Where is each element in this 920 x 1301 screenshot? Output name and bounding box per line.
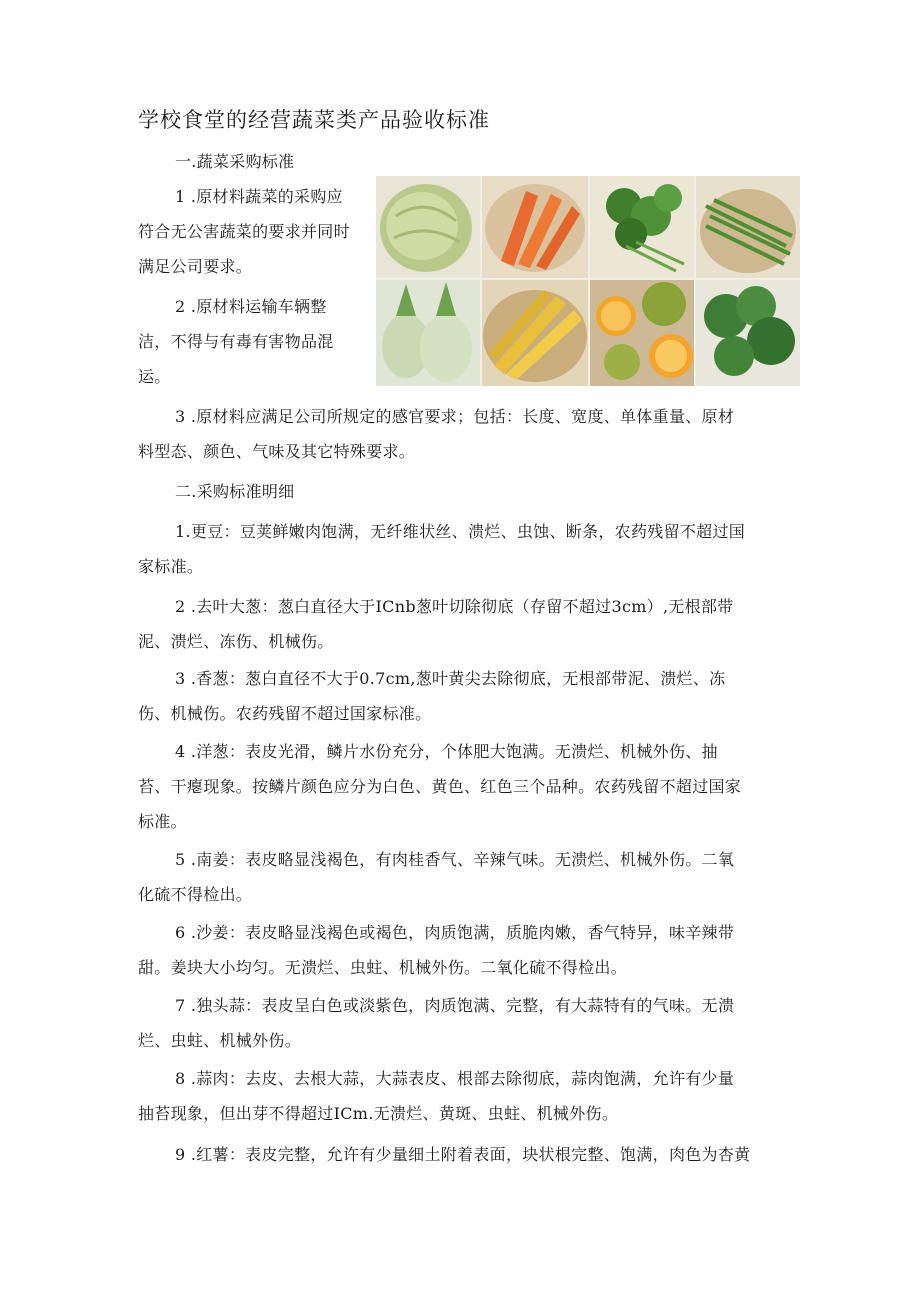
section1-item1-line3: 满足公司要求。 [138,257,253,276]
parsley-panel [590,176,694,278]
item-8-line2: 抽苔现象，但出芽不得超过ICm.无溃烂、黄斑、虫蛀、机械外伤。 [138,1104,619,1123]
yellow-carrots-panel [482,280,588,386]
item-6-line1: 6 .沙姜：表皮略显浅褐色或褐色，肉质饱满，质脆肉嫩，香气特异，味辛辣带 [175,923,735,942]
item-1-line1: 1.更豆：豆荚鲜嫩肉饱满，无纤维状丝、溃烂、虫蚀、断条，农药残留不超过国 [175,522,746,541]
item-3-line2: 伤、机械伤。农药残留不超过国家标准。 [138,704,432,723]
item-7-line2: 烂、虫蛀、机械外伤。 [138,1031,302,1050]
item-6-line2: 甜。姜块大小均匀。无溃烂、虫蛀、机械外伤。二氧化硫不得检出。 [138,958,628,977]
item-9-line1: 9 .红薯：表皮完整，允许有少量细土附着表面，块状根完整、饱满，肉色为杏黄 [175,1145,751,1164]
item-5-line1: 5 .南姜：表皮略显浅褐色，有肉桂香气、辛辣气味。无溃烂、机械外伤。二氧 [175,850,735,869]
document-title: 学校食堂的经营蔬菜类产品验收标准 [138,108,490,132]
section1-item2-line1: 2 .原材料运输车辆整 [175,297,327,316]
item-8-line1: 8 .蒜肉：去皮、去根大蒜，大蒜表皮、根部去除彻底，蒜肉饱满，允许有少量 [175,1069,735,1088]
section1-item2-line3: 运。 [138,367,171,386]
section1-item3-line2: 料型态、颜色、气味及其它特殊要求。 [138,442,416,461]
section1-item3-line1: 3 .原材料应满足公司所规定的感官要求；包括：长度、宽度、单体重量、原材 [175,407,735,426]
item-4-line3: 标准。 [138,812,187,831]
cabbage-panel [376,176,480,278]
item-4-line2: 苔、干瘪现象。按鳞片颜色应分为白色、黄色、红色三个品种。农药残留不超过国家 [138,777,742,796]
section1-heading: 一.蔬菜采购标准 [175,152,295,171]
item-2-line1: 2 .去叶大葱：葱白直径大于ICnb葱叶切除彻底（存留不超过3cm）,无根部带 [175,597,734,616]
broccoli-panel [696,280,800,386]
chives-panel [696,176,800,278]
section2-heading: 二.采购标准明细 [175,482,295,501]
item-2-line2: 泥、溃烂、冻伤、机械伤。 [138,632,334,651]
oranges-panel [590,280,694,386]
section1-item1-line2: 符合无公害蔬菜的要求并同时 [138,222,350,241]
section1-item2-line2: 洁，不得与有毒有害物品混 [138,332,334,351]
item-7-line1: 7 .独头蒜：表皮呈白色或淡紫色，肉质饱满、完整，有大蒜特有的气味。无溃 [175,996,735,1015]
item-4-line1: 4 .洋葱：表皮光滑，鳞片水份充分，个体肥大饱满。无溃烂、机械外伤、抽 [175,742,718,761]
item-3-line1: 3 .香葱：葱白直径不大于0.7cm,葱叶黄尖去除彻底，无根部带泥、溃烂、冻 [175,669,726,688]
carrots-panel [482,176,588,278]
vegetables-photo [376,176,800,386]
item-5-line2: 化硫不得检出。 [138,885,253,904]
radish-panel [376,280,480,386]
section1-item1-line1: 1 .原材料蔬菜的采购应 [175,187,343,206]
item-1-line2: 家标准。 [138,557,204,576]
